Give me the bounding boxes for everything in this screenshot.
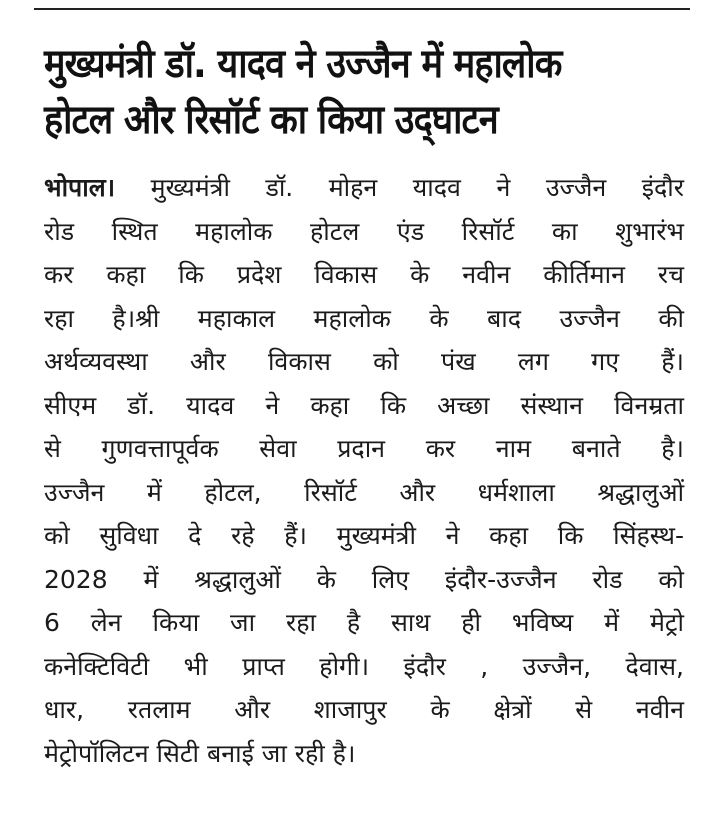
top-divider bbox=[34, 8, 690, 10]
article-body bbox=[44, 166, 684, 775]
body-line-14: मेट्रोपॉलिटन सिटी बनाई जा रही है। bbox=[44, 738, 356, 768]
body-line-1-text: मुख्यमंत्री डॉ. मोहन यादव ने उज्जैन इंदौर bbox=[115, 173, 684, 202]
body-line-2: रोड स्थित महालोक होटल एंड रिसॉर्ट का शुभारंभ bbox=[44, 216, 684, 246]
body-line-12: कनेक्टिविटी भी प्राप्त होगी। इंदौर , उज्जैन, देवास, bbox=[44, 651, 684, 681]
headline-line-2: होटल और रिसॉर्ट का किया उद्‌घाटन bbox=[44, 97, 498, 143]
body-line-9: को सुविधा दे रहे हैं। मुख्यमंत्री ने कहा कि सिंहस्थ- bbox=[44, 521, 684, 550]
dateline: भोपाल। bbox=[44, 173, 116, 202]
article-headline bbox=[44, 36, 684, 148]
news-article bbox=[44, 36, 684, 775]
body-line-7: से गुणवत्तापूर्वक सेवा प्रदान कर नाम बनाते है। bbox=[44, 434, 684, 463]
headline-line-1: मुख्यमंत्री डॉ. यादव ने उज्जैन में महालोक bbox=[44, 41, 562, 87]
body-line-10: 2028 में श्रद्धालुओं के लिए इंदौर-उज्जैन रोड को bbox=[44, 564, 684, 594]
body-line-13: धार, रतलाम और शाजापुर के क्षेत्रों से नवीन bbox=[44, 695, 684, 724]
body-line-6: सीएम डॉ. यादव ने कहा कि अच्छा संस्थान विनम्रता bbox=[44, 390, 684, 420]
body-line-8: उज्जैन में होटल, रिसॉर्ट और धर्मशाला श्रद्धालुओं bbox=[44, 477, 684, 507]
body-line-4: रहा है।श्री महाकाल महालोक के बाद उज्जैन की bbox=[44, 303, 684, 333]
body-line-3: कर कहा कि प्रदेश विकास के नवीन कीर्तिमान रच bbox=[44, 260, 684, 289]
body-line-1 bbox=[44, 166, 684, 210]
body-line-11: 6 लेन किया जा रहा है साथ ही भविष्य में मेट्रो bbox=[44, 608, 684, 637]
body-line-5: अर्थव्यवस्था और विकास को पंख लग गए हैं। bbox=[44, 347, 684, 376]
